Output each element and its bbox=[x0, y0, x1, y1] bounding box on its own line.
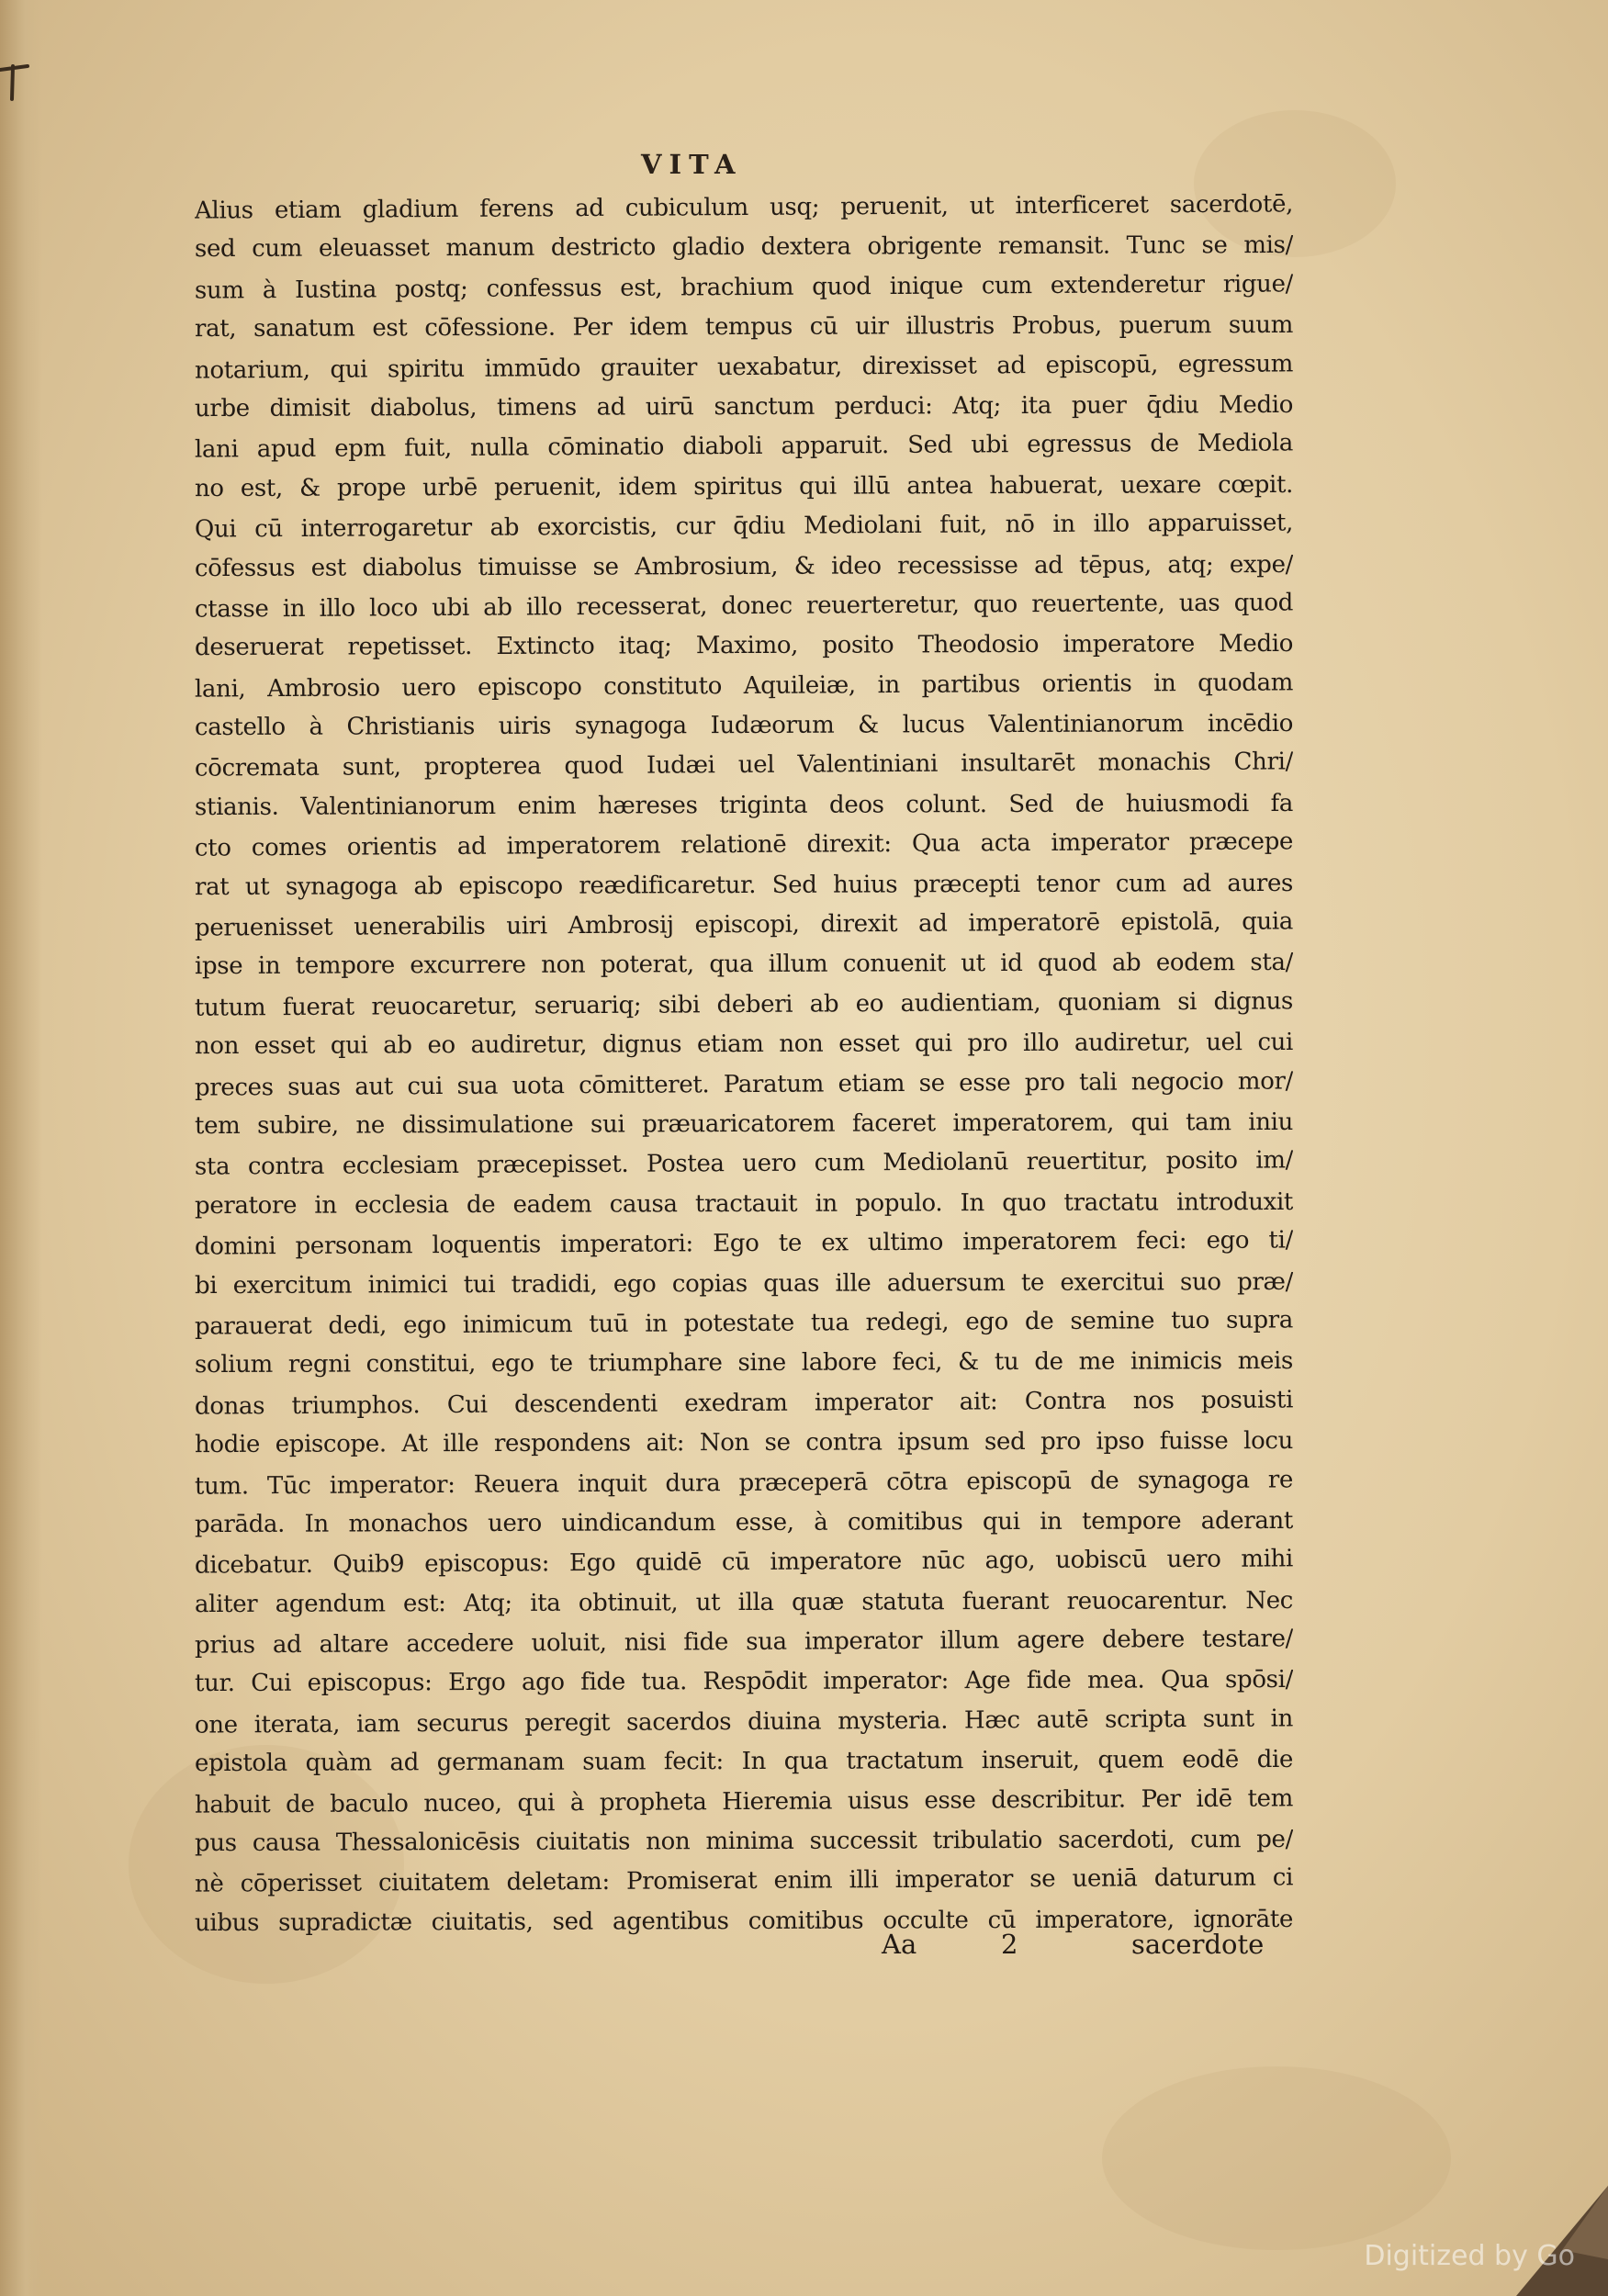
text-line: hodie episcope. At ille respondens ait: Non se contra ipsum sed pro ipso fuisse locu bbox=[194, 1427, 1294, 1459]
text-line: tum. Tūc imperator: Reuera inquit dura præceperā cōtra episcopū de synagoga re bbox=[194, 1465, 1294, 1501]
leaf-number: 2 bbox=[1001, 1929, 1018, 1960]
text-line: dicebatur. Quib9 episcopus: Ego quidē cū imperatore nūc ago, uobiscū uero mihi bbox=[194, 1545, 1294, 1580]
text-line: rat ut synagoga ab episcopo reædificaretur. Sed huius præcepti tenor cum ad aures bbox=[194, 869, 1294, 901]
page-gutter-shadow bbox=[0, 0, 42, 2296]
paper-stain bbox=[1102, 2066, 1451, 2250]
text-line: peruenisset uenerabilis uiri Ambrosij episcopi, direxit ad imperatorē epistolā, quia bbox=[194, 907, 1294, 942]
text-line: aliter agendum est: Atq; ita obtinuit, ut illa quæ statuta fuerant reuocarentur. Nec bbox=[194, 1586, 1294, 1618]
text-line: parāda. In monachos uero uindicandum esse, à comitibus qui in tempore aderant bbox=[194, 1506, 1294, 1538]
text-line: preces suas aut cui sua uota cōmitteret. Paratum etiam se esse pro tali negocio mor/ bbox=[194, 1066, 1294, 1102]
text-line: sum à Iustina postq; confessus est, brachium quod inique cum extenderetur rigue/ bbox=[194, 270, 1294, 305]
text-line: domini personam loquentis imperatori: Ego te ex ultimo imperatorem feci: ego ti/ bbox=[194, 1226, 1294, 1261]
text-line: one iterata, iam securus peregit sacerdos diuina mysteria. Hæc autē scripta sunt in bbox=[194, 1705, 1294, 1739]
digitization-watermark: Digitized by Go bbox=[1364, 2240, 1575, 2272]
text-line: nè cōperisset ciuitatem deletam: Promiserat enim illi imperator se ueniā daturum ci bbox=[194, 1863, 1294, 1899]
text-line: stianis. Valentinianorum enim hæreses triginta deos colunt. Sed de huiusmodi fa bbox=[194, 789, 1294, 821]
text-line: notarium, qui spiritu immūdo grauiter uexabatur, direxisset ad episcopū, egressum bbox=[194, 349, 1294, 385]
body-text bbox=[195, 188, 1293, 1941]
text-line: deseruerat repetisset. Extincto itaq; Maximo, posito Theodosio imperatore Medio bbox=[194, 630, 1294, 662]
text-line: solium regni constitui, ego te triumphare sine labore feci, & tu de me inimicis meis bbox=[194, 1347, 1294, 1379]
text-line: rat, sanatum est cōfessione. Per idem tempus cū uir illustris Probus, puerum suum bbox=[194, 311, 1294, 343]
text-line: ipse in tempore excurrere non poterat, qua illum conuenit ut id quod ab eodem sta/ bbox=[194, 949, 1294, 981]
text-line: tutum fuerat reuocaretur, seruariq; sibi deberi ab eo audientiam, quoniam si dignus bbox=[194, 987, 1294, 1022]
text-line: lani, Ambrosio uero episcopo constituto Aquileiæ, in partibus orientis in quodam bbox=[194, 669, 1294, 703]
text-line: epistola quàm ad germanam suam fecit: In qua tractatum inseruit, quem eodē die bbox=[194, 1746, 1294, 1778]
text-line: Qui cū interrogaretur ab exorcistis, cur q̄diu Mediolani fuit, nō in illo apparuisset, bbox=[194, 509, 1294, 544]
text-line: ctasse in illo loco ubi ab illo recesserat, donec reuerteretur, quo reuertente, uas quod bbox=[194, 589, 1294, 624]
ink-corner-mark bbox=[0, 53, 40, 101]
text-line: lani apud epm fuit, nulla cōminatio diaboli apparuit. Sed ubi egressus de Mediola bbox=[194, 429, 1294, 464]
text-line: pus causa Thessalonicēsis ciuitatis non minima successit tribulatio sacerdoti, cum pe/ bbox=[194, 1825, 1294, 1858]
text-line: cōfessus est diabolus timuisse se Ambrosium, & ideo recessisse ad tēpus, atq; expe/ bbox=[194, 550, 1294, 582]
text-line: cōcremata sunt, propterea quod Iudæi uel Valentiniani insultarēt monachis Chri/ bbox=[194, 748, 1294, 783]
signature-mark: Aa bbox=[882, 1929, 917, 1960]
text-line: non esset qui ab eo audiretur, dignus etiam non esset qui pro illo audiretur, uel cui bbox=[194, 1029, 1294, 1061]
text-line: habuit de baculo nuceo, qui à propheta Hieremia uisus esse describitur. Per idē tem bbox=[194, 1784, 1294, 1819]
text-line: parauerat dedi, ego inimicum tuū in potestate tua redegi, ego de semine tuo supra bbox=[194, 1306, 1294, 1341]
text-line: prius ad altare accedere uoluit, nisi fide sua imperator illum agere debere testare/ bbox=[194, 1625, 1294, 1660]
text-line: cto comes orientis ad imperatorem relationē direxit: Qua acta imperator præcepe bbox=[194, 827, 1294, 862]
text-line: donas triumphos. Cui descendenti exedram imperator ait: Contra nos posuisti bbox=[194, 1386, 1294, 1421]
text-line: urbe dimisit diabolus, timens ad uirū sanctum perduci: Atq; ita puer q̄diu Medio bbox=[194, 390, 1294, 423]
text-line: uibus supradictæ ciuitatis, sed agentibus comitibus occulte cū imperatore, ignorāte bbox=[194, 1905, 1294, 1937]
text-line: tur. Cui episcopus: Ergo ago fide tua. Respōdit imperator: Age fide mea. Qua spōsi/ bbox=[194, 1666, 1294, 1698]
text-line: sta contra ecclesiam præcepisset. Postea uero cum Mediolanū reuertitur, posito im/ bbox=[194, 1146, 1294, 1182]
text-line: sed cum eleuasset manum destricto gladio dextera obrigente remansit. Tunc se mis/ bbox=[194, 231, 1294, 264]
text-line: peratore in ecclesia de eadem causa tractauit in populo. In quo tractatu introduxit bbox=[194, 1187, 1294, 1220]
signature-line bbox=[882, 1929, 1265, 1965]
text-line: Alius etiam gladium ferens ad cubiculum usq; peruenit, ut interficeret sacerdotē, bbox=[194, 190, 1294, 225]
text-line: bi exercitum inimici tui tradidi, ego copias quas ille aduersum te exercitui suo præ/ bbox=[194, 1267, 1294, 1300]
running-head: VITA bbox=[641, 149, 743, 180]
text-line: tem subire, ne dissimulatione sui præuaricatorem faceret imperatorem, qui tam iniu bbox=[194, 1108, 1294, 1141]
catchword: sacerdote bbox=[1131, 1929, 1265, 1960]
text-line: no est, & prope urbē peruenit, idem spiritus qui illū antea habuerat, uexare cœpit. bbox=[194, 470, 1294, 502]
page-fold-corner bbox=[1461, 2149, 1608, 2296]
text-line: castello à Christianis uiris synagoga Iudæorum & lucus Valentinianorum incēdio bbox=[194, 709, 1294, 742]
